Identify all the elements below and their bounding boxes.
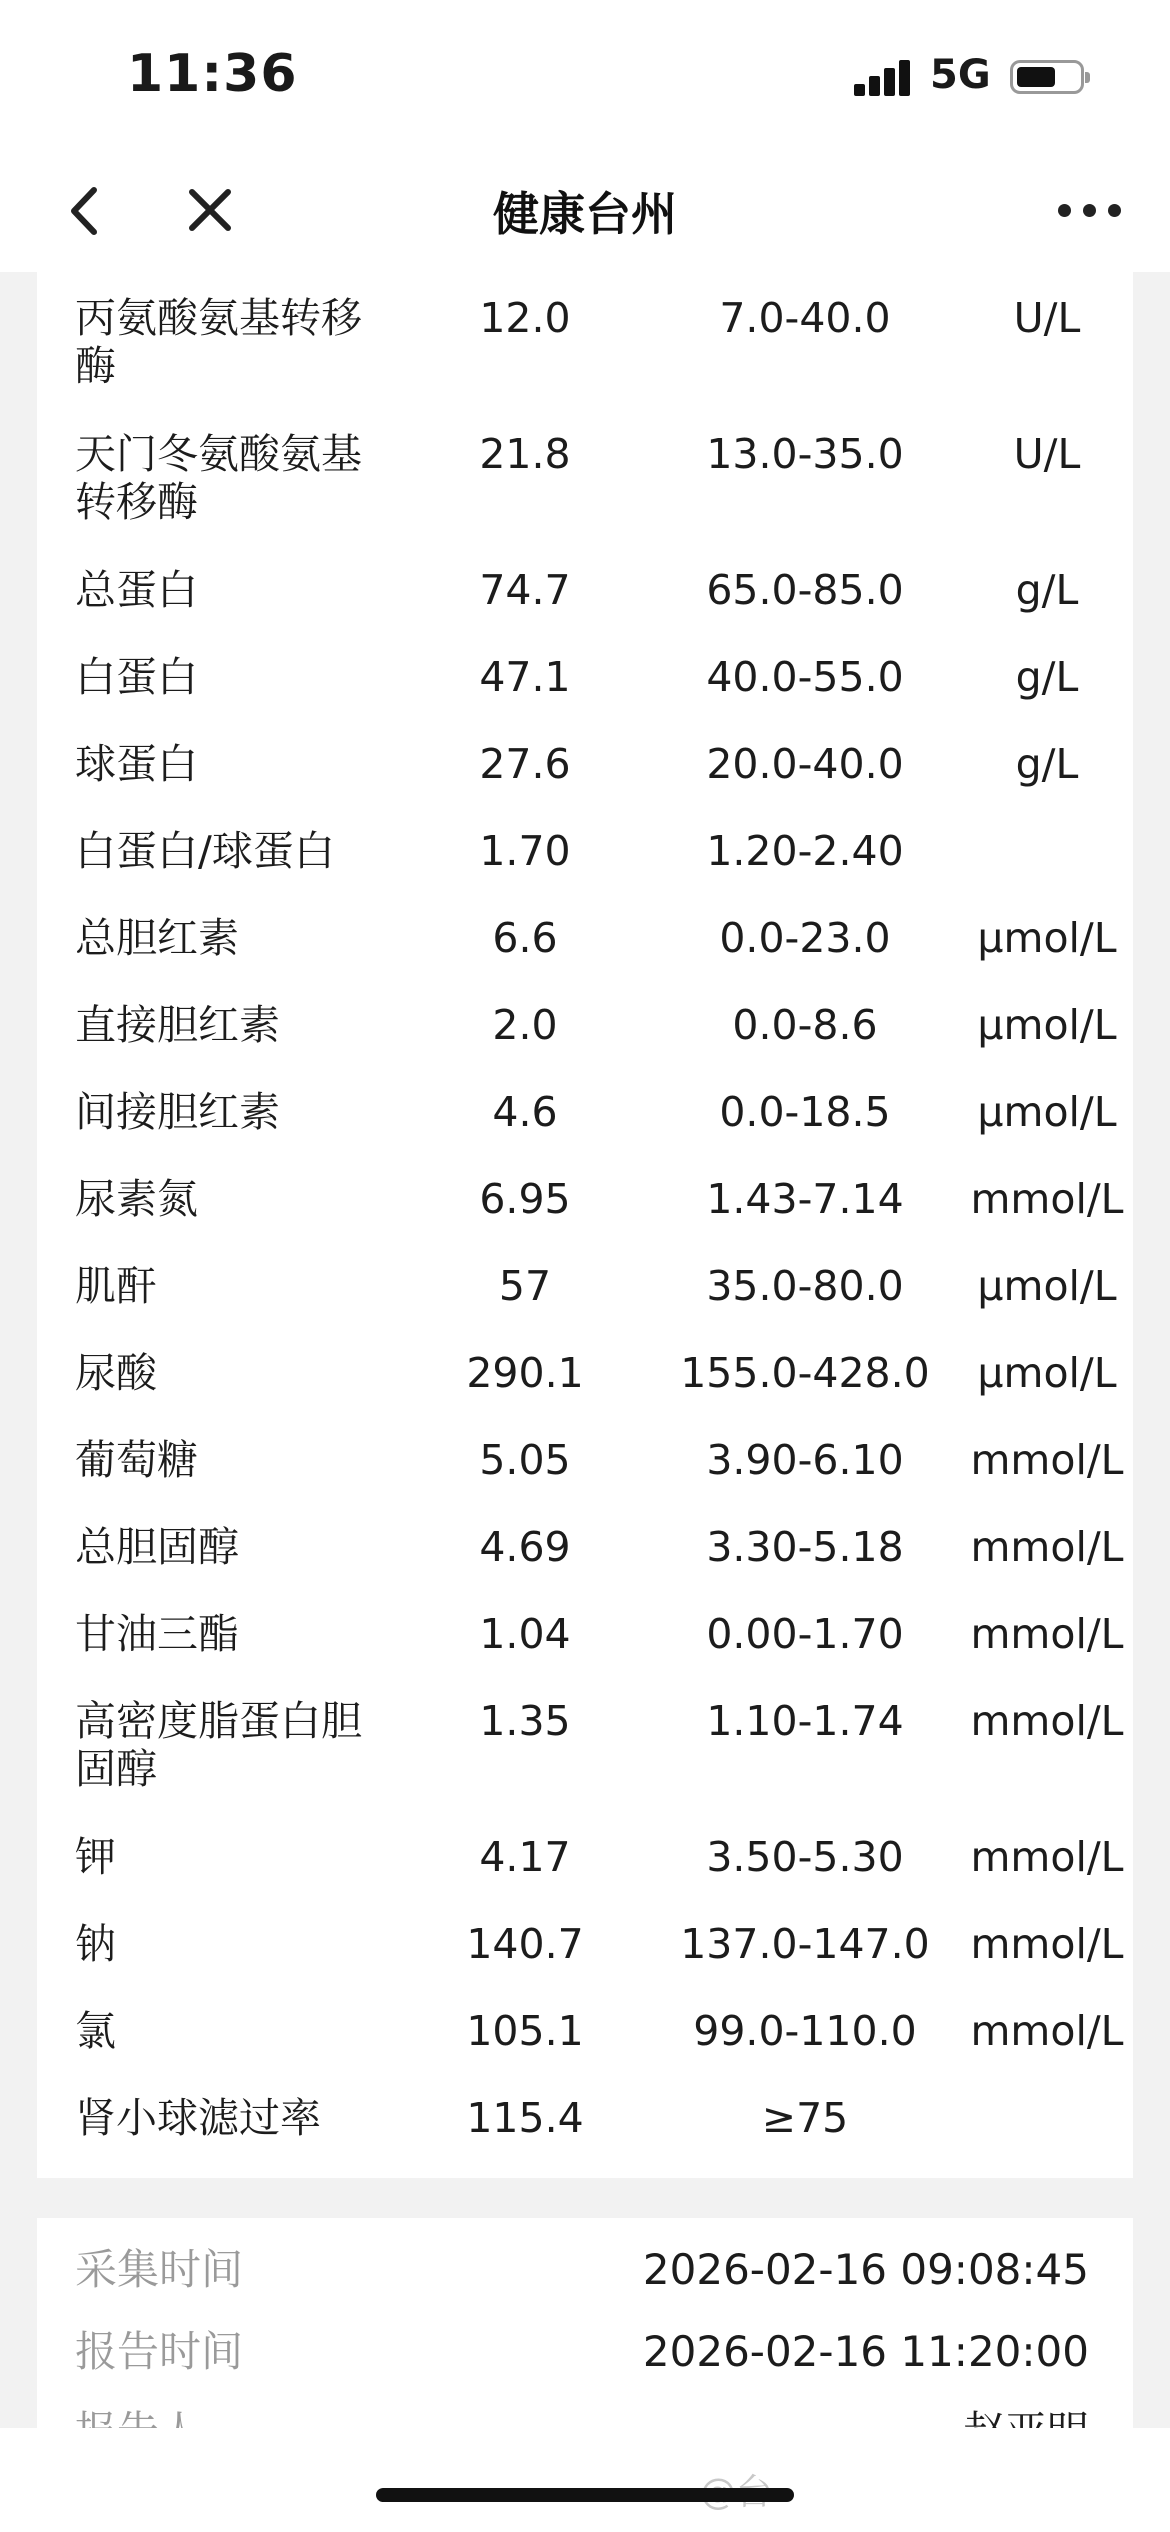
test-unit: μmol/L: [977, 1088, 1117, 1136]
test-unit: U/L: [1013, 294, 1081, 342]
page-title: 健康台州: [493, 187, 677, 241]
bottom-area: [0, 2428, 1170, 2532]
test-unit: mmol/L: [970, 1697, 1124, 1745]
status-time: 11:36: [127, 44, 298, 104]
battery-icon: [1010, 60, 1084, 94]
test-unit: μmol/L: [977, 914, 1117, 962]
test-name: 白蛋白: [75, 653, 198, 701]
status-bar: [0, 0, 1170, 150]
test-value: 6.95: [479, 1175, 571, 1223]
test-name: 天门冬氨酸氨基 转移酶: [75, 430, 362, 526]
test-value: 5.05: [479, 1436, 571, 1484]
test-name: 间接胆红素: [75, 1088, 280, 1136]
more-dots-icon[interactable]: [1050, 190, 1130, 230]
test-name: 钠: [75, 1920, 116, 1968]
test-value: 290.1: [466, 1349, 584, 1397]
reference-range: 0.0-23.0: [719, 914, 891, 962]
collect-time-value: 2026-02-16 09:08:45: [642, 2245, 1089, 2294]
reference-range: 137.0-147.0: [680, 1920, 930, 1968]
test-value: 115.4: [466, 2094, 584, 2142]
reference-range: 3.50-5.30: [706, 1833, 904, 1881]
test-name: 高密度脂蛋白胆 固醇: [75, 1697, 362, 1793]
test-name: 钾: [75, 1833, 116, 1881]
test-value: 4.69: [479, 1523, 571, 1571]
reference-range: 155.0-428.0: [680, 1349, 930, 1397]
reference-range: 0.0-18.5: [719, 1088, 891, 1136]
test-unit: g/L: [1015, 566, 1079, 614]
test-value: 1.04: [479, 1610, 571, 1658]
test-value: 27.6: [479, 740, 571, 788]
test-value: 47.1: [479, 653, 571, 701]
report-time-value: 2026-02-16 11:20:00: [642, 2327, 1089, 2376]
collect-time-row: [37, 2242, 1133, 2302]
test-value: 105.1: [466, 2007, 584, 2055]
test-name: 总蛋白: [75, 566, 198, 614]
test-name: 总胆红素: [75, 914, 239, 962]
test-unit: mmol/L: [970, 1436, 1124, 1484]
test-value: 12.0: [479, 294, 571, 342]
test-value: 21.8: [479, 430, 571, 478]
test-unit: mmol/L: [970, 1175, 1124, 1223]
reference-range: 7.0-40.0: [719, 294, 891, 342]
network-type: 5G: [930, 52, 991, 98]
test-name: 氯: [75, 2007, 116, 2055]
reference-range: 1.43-7.14: [706, 1175, 904, 1223]
test-value: 57: [498, 1262, 552, 1310]
test-value: 4.17: [479, 1833, 571, 1881]
test-name: 白蛋白/球蛋白: [75, 827, 335, 875]
test-unit: μmol/L: [977, 1001, 1117, 1049]
test-name: 球蛋白: [75, 740, 198, 788]
reference-range: 13.0-35.0: [706, 430, 904, 478]
collect-time-label: 采集时间: [75, 2245, 244, 2294]
test-unit: μmol/L: [977, 1349, 1117, 1397]
home-indicator[interactable]: [376, 2488, 794, 2502]
test-value: 74.7: [479, 566, 571, 614]
test-unit: μmol/L: [977, 1262, 1117, 1310]
test-unit: mmol/L: [970, 1610, 1124, 1658]
test-unit: U/L: [1013, 430, 1081, 478]
test-name: 总胆固醇: [75, 1523, 239, 1571]
test-unit: mmol/L: [970, 1523, 1124, 1571]
reference-range: 3.30-5.18: [706, 1523, 904, 1571]
test-unit: g/L: [1015, 740, 1079, 788]
reference-range: 0.00-1.70: [706, 1610, 904, 1658]
reference-range: 20.0-40.0: [706, 740, 904, 788]
test-name: 尿酸: [75, 1349, 157, 1397]
report-time-row: [37, 2324, 1133, 2384]
test-value: 2.0: [492, 1001, 558, 1049]
test-name: 甘油三酯: [75, 1610, 239, 1658]
signal-strength-icon: [854, 58, 912, 96]
test-unit: g/L: [1015, 653, 1079, 701]
test-name: 直接胆红素: [75, 1001, 280, 1049]
test-unit: mmol/L: [970, 1920, 1124, 1968]
reference-range: 1.20-2.40: [706, 827, 904, 875]
test-value: 4.6: [492, 1088, 558, 1136]
test-value: 6.6: [492, 914, 558, 962]
reference-range: 40.0-55.0: [706, 653, 904, 701]
reference-range: 99.0-110.0: [693, 2007, 917, 2055]
reference-range: 65.0-85.0: [706, 566, 904, 614]
nav-bar: [0, 150, 1170, 272]
test-value: 1.70: [479, 827, 571, 875]
report-info-card: [37, 2218, 1133, 2428]
report-time-label: 报告时间: [75, 2327, 244, 2376]
test-value: 1.35: [479, 1697, 571, 1745]
test-unit: mmol/L: [970, 2007, 1124, 2055]
reference-range: 1.10-1.74: [706, 1697, 904, 1745]
test-name: 尿素氮: [75, 1175, 198, 1223]
test-name: 肾小球滤过率: [75, 2094, 321, 2142]
reference-range: 35.0-80.0: [706, 1262, 904, 1310]
reference-range: 3.90-6.10: [706, 1436, 904, 1484]
reference-range: ≥75: [761, 2094, 849, 2142]
results-table: [37, 272, 1133, 2178]
test-name: 肌酐: [75, 1262, 157, 1310]
test-name: 葡萄糖: [75, 1436, 198, 1484]
test-name: 丙氨酸氨基转移 酶: [75, 294, 362, 390]
reference-range: 0.0-8.6: [732, 1001, 878, 1049]
test-value: 140.7: [466, 1920, 584, 1968]
test-unit: mmol/L: [970, 1833, 1124, 1881]
